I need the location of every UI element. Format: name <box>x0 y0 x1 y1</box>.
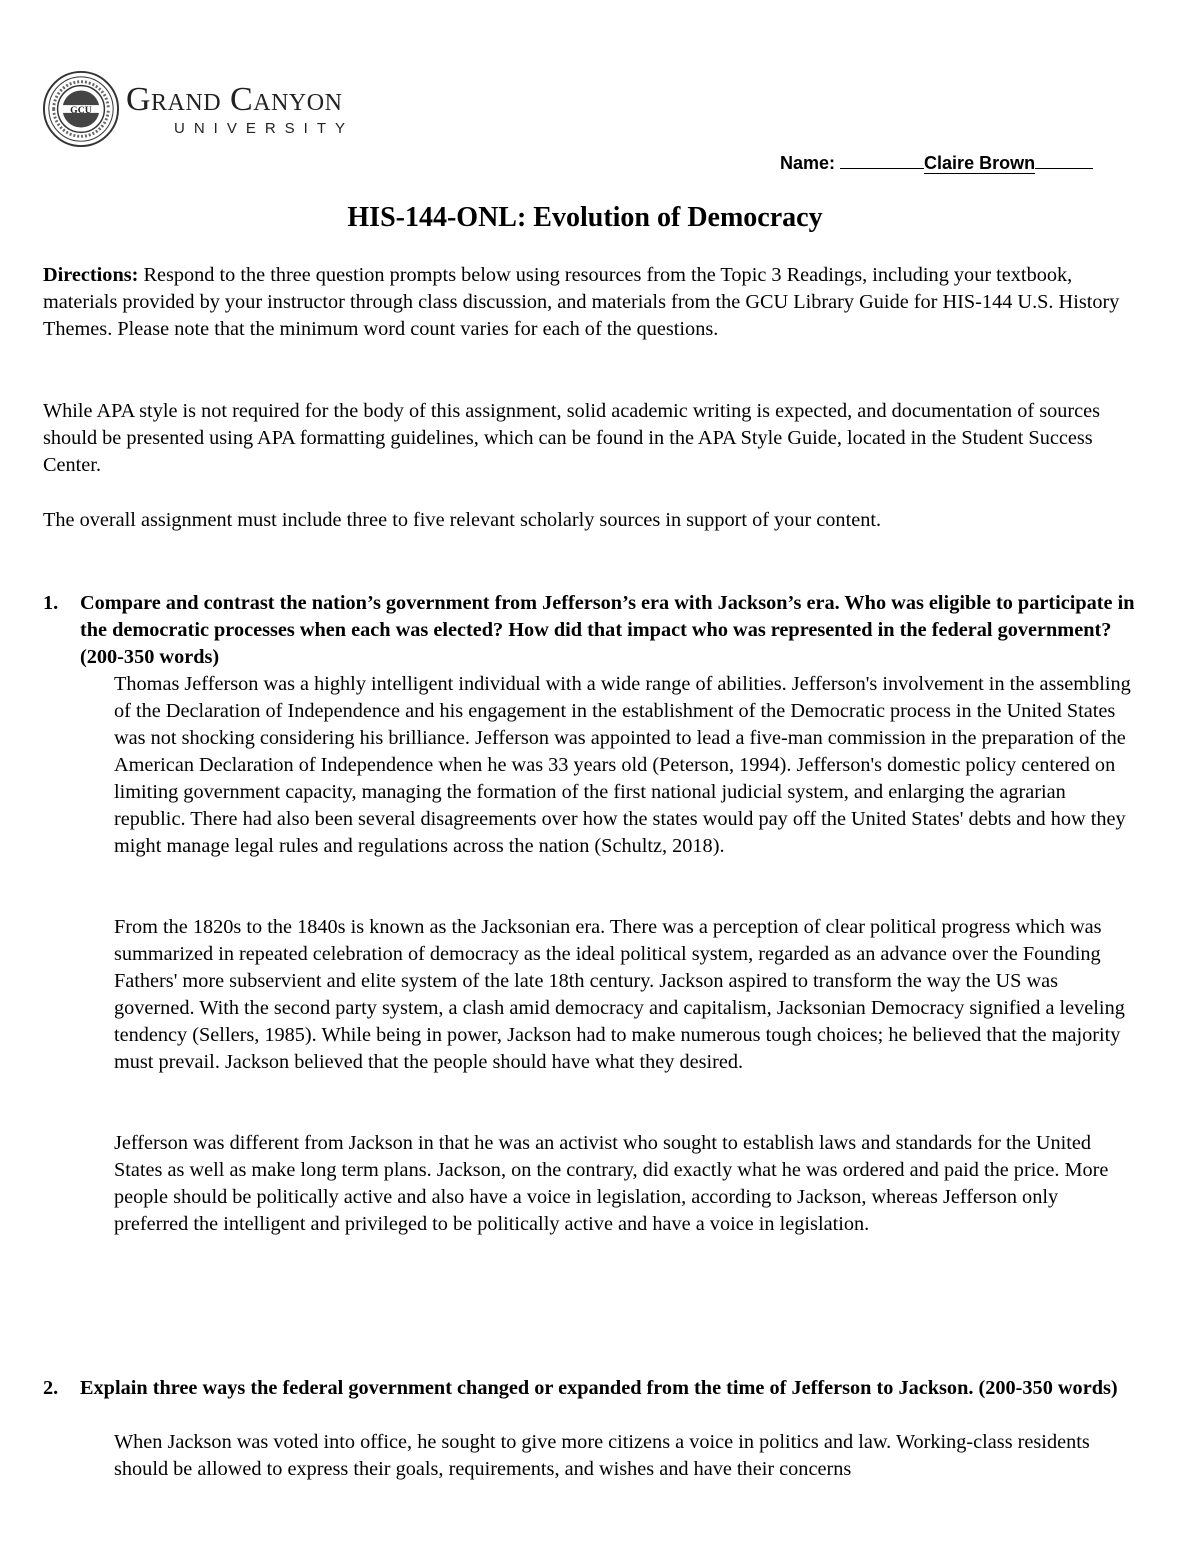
svg-text:GCU: GCU <box>70 104 92 116</box>
directions-paragraph <box>43 262 1133 343</box>
university-seal-icon <box>42 70 120 148</box>
logo-sub: UNIVERSITY <box>174 119 355 137</box>
student-name-line <box>780 150 1093 175</box>
name-value: Claire Brown <box>924 153 1036 173</box>
answer-1-paragraph-2 <box>114 914 1134 1076</box>
question-prompt: Explain three ways the federal government changed or expanded from the time of Jefferson to Jackson. (200-350 words) <box>80 1377 1118 1399</box>
answer-1-paragraph-1 <box>114 671 1134 860</box>
name-blank-left <box>840 150 924 169</box>
question-number: 1. <box>43 592 59 614</box>
question-prompt: Compare and contrast the nation’s government from Jefferson’s era with Jackson’s era. Who was eligible to participate in the democratic processes when each was elected? How did that impact who was represented in the federal government? (200-350 words) <box>80 592 1135 668</box>
name-blank-right <box>1035 150 1093 169</box>
answer-2-paragraph-1 <box>114 1429 1134 1483</box>
directions-text: Respond to the three question prompts below using resources from the Topic 3 Readings, including your textbook, materials provided by your instructor through class discussion, and materials from the GCU Library Guide for HIS-144 U.S. History Themes. Please note that the minimum word count varies for each of the questions. <box>43 264 1120 340</box>
apa-note: While APA style is not required for the body of this assignment, solid academic writing is expected, and documentation of sources should be presented using APA formatting guidelines, which can be found in the APA Style Guide, located in the Student Success Center. <box>43 400 1101 476</box>
logo-wordmark <box>126 82 354 137</box>
answer-paragraph: When Jackson was voted into office, he sought to give more citizens a voice in politics and law. Working-class residents should be allowed to express their goals, requirements, and wishes and have their concerns <box>114 1431 1090 1480</box>
sources-note-paragraph <box>43 507 1133 534</box>
university-logo <box>42 66 354 152</box>
name-label: Name: <box>780 153 836 173</box>
answer-paragraph: Jefferson was different from Jackson in that he was an activist who sought to establish laws and standards for the United States as well as make long term plans. Jackson, on the contrary, did exactly what he was ordered and paid the price. More people should be politically active and also have a voice in legislation, according to Jackson, whereas Jefferson only preferred the intelligent and privileged to be politically active and have a voice in legislation. <box>114 1132 1109 1235</box>
page-title: HIS-144-ONL: Evolution of Democracy <box>347 202 823 233</box>
sources-note: The overall assignment must include three to five relevant scholarly sources in support of your content. <box>43 509 882 531</box>
answer-paragraph: Thomas Jefferson was a highly intelligent individual with a wide range of abilities. Jefferson's involvement in the assembling of the Declaration of Independence and his engagement in the establishment of the Democratic process in the United States was not shocking considering his brilliance. Jefferson was appointed to lead a five-man commission in the preparation of the American Declaration of Independence when he was 33 years old (Peterson, 1994). Jefferson's domestic policy centered on limiting government capacity, managing the formation of the first national judicial system, and enlarging the agrarian republic. There had also been several disagreements over how the states would pay off the United States' debts and how they might manage legal rules and regulations across the nation (Schultz, 2018). <box>114 673 1131 857</box>
apa-note-paragraph <box>43 398 1133 479</box>
logo-name: Grand Canyon <box>126 80 343 118</box>
answer-paragraph: From the 1820s to the 1840s is known as the Jacksonian era. There was a perception of clear political progress which was summarized in repeated celebration of democracy as the ideal political system, regarded as an advance over the Founding Fathers' more subservient and elite system of the late 18th century. Jackson aspired to transform the way the US was governed. With the second party system, a clash amid democracy and capitalism, Jacksonian Democracy signified a leveling tendency (Sellers, 1985). While being in power, Jackson had to make numerous tough choices; he believed that the majority must prevail. Jackson believed that the people should have what they desired. <box>114 916 1125 1073</box>
directions-label: Directions: <box>43 264 139 286</box>
question-number: 2. <box>43 1377 59 1399</box>
answer-1-paragraph-3 <box>114 1130 1134 1238</box>
